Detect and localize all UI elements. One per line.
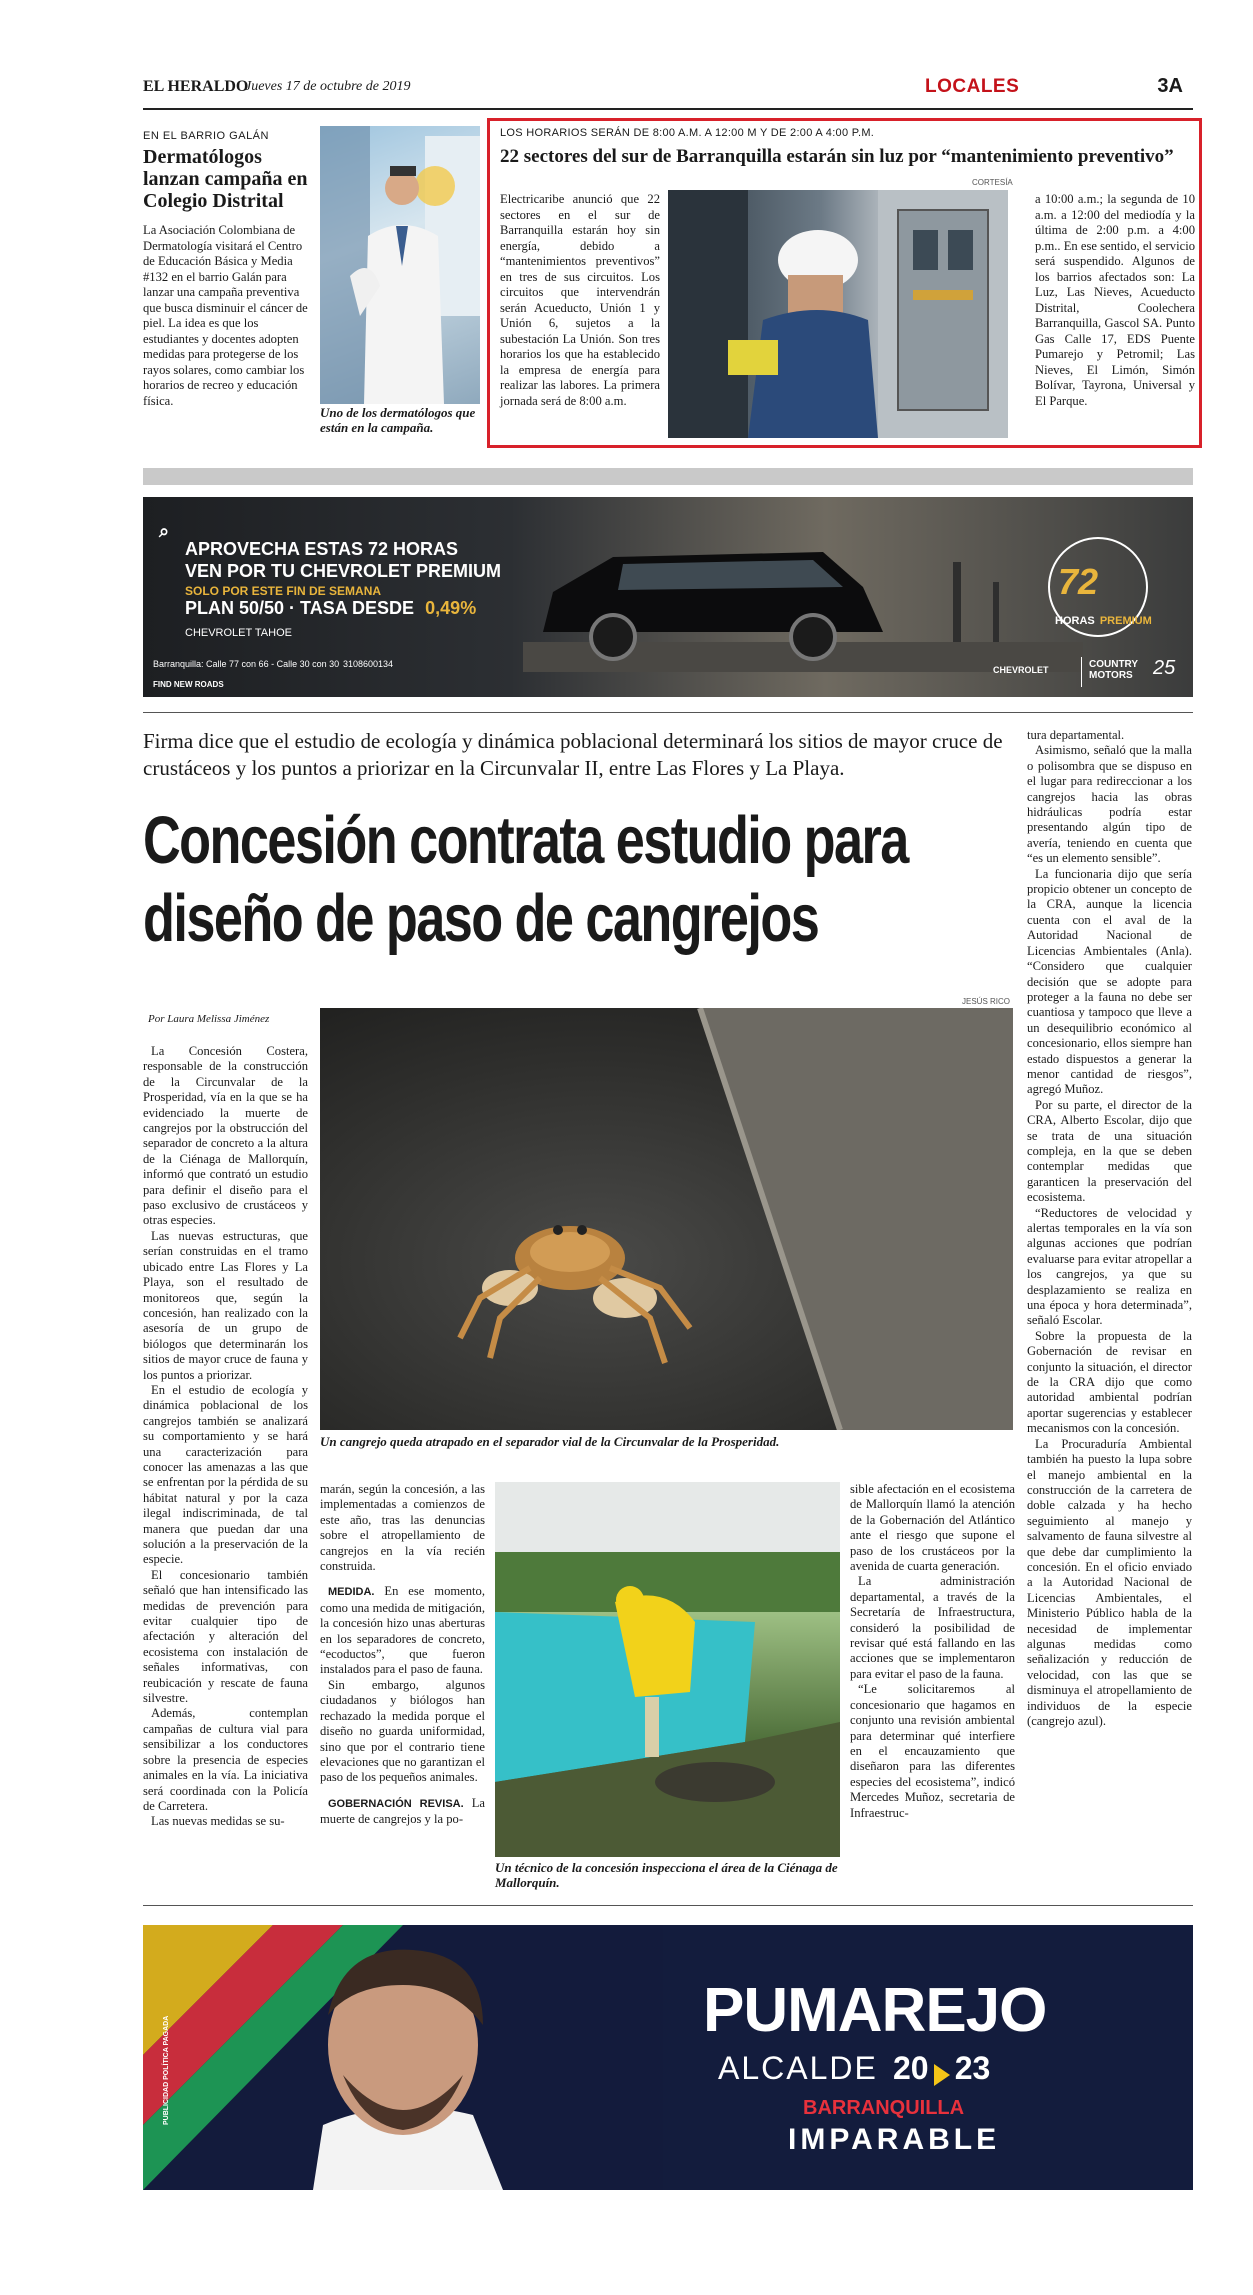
paragraph: Asimismo, señaló que la malla o polisombra que se dispuso en el lugar para redireccionar a los cangrejos hacia las obras hidráulicas podría estar presentando algún tipo de avería, teniendo en cuenta que “es un elemento sensible”. [1027,743,1192,866]
derm-body: La Asociación Colombiana de Dermatología visitará el Centro de Educación Básica y Media #132 en el barrio Galán para lanzar una campaña preventiva que busca disminuir el cáncer de piel. La idea es que los estudiantes y docentes adopten medidas para protegerse de los rayos solares, como cambiar los horarios de recreo y educación física. [143,223,308,408]
dealer-logo: COUNTRY MOTORS [1089,659,1138,681]
derm-photo [320,126,480,404]
section-rule [143,712,1193,713]
suv-illustration [523,532,1083,672]
derm-headline: Dermatólogos lanzan campaña en Colegio Distrital [143,146,308,212]
paragraph: Sin embargo, algunos ciudadanos y biólogos han rechazado la medida porque el diseño no guarda uniformidad, sino que por el contrario tiene elevaciones que no garantizan el paso de los pequeños animales. [320,1677,485,1785]
ad-line3: SOLO POR ESTE FIN DE SEMANA [185,584,382,598]
paragraph: sible afectación en el ecosistema de Mallorquín llamó la atención de la Gobernación del Atlántico ante el riesgo que supone el paso de los crustáceos por la avenida de cuarta generación. [850,1482,1015,1574]
ad-legal: PUBLICIDAD POLÍTICA PAGADA [163,2015,170,2125]
main-headline: Concesión contrata estudio para diseño de paso de cangrejos [143,803,908,956]
ad-model: CHEVROLET TAHOE [185,627,292,639]
office-label: ALCALDE [718,2050,878,2086]
candidate-illustration [143,1925,663,2190]
chevrolet-ad[interactable] [143,497,1193,697]
main-deck: Firma dice que el estudio de ecología y dinámica poblacional determinará los sitios de mayor cruce de crustáceos y los puntos a priorizar en la Circunvalar II, entre Las Flores y La Playa. [143,729,1003,780]
paragraph: El concesionario también señaló que han intensificado las medidas de prevención para evitar cualquier tipo de afectación y alteración del ecosistema con instalación de señales informativas, con reubicación y rescate de fauna silvestre. [143,1567,308,1706]
ad-phone[interactable]: 3108600134 [343,659,394,669]
slogan: IMPARABLE [788,2123,1001,2156]
badge-text2: PREMIUM [1099,615,1152,627]
divider-bar [143,468,1193,485]
paragraph: Por su parte, el director de la CRA, Alberto Escolar, dijo que se trata de una situación compleja, en la que se deben contemplar medidas que garanticen la preservación del ecosistema. [1027,1097,1192,1205]
paragraph: “Reductores de velocidad y alertas temporales en la vía son algunas acciones que podrían evaluarse para evitar atropellar a los cangrejos, ya que su desplazamiento se realiza en una época y hora determinada”, señaló Escolar. [1027,1205,1192,1328]
paragraph [320,1584,485,1677]
page-number: 3A [1157,75,1183,97]
paragraph: tura departamental. [1027,728,1125,742]
paragraph: La Concesión Costera, responsable de la construcción de la Circunvalar de la Prosperidad, vía en la que se ha evidenciado la muerte de cangrejos por la obstrucción del separador de concreto a la altura de la Ciénaga de Mallorquín, informó que contrató un estudio para definir el diseño para el paso exclusivo de crustáceos y otras especies. [143,1044,308,1228]
article-col1 [143,1044,308,1830]
electrician-illustration [668,190,1008,438]
crab-photo-caption: Un cangrejo queda atrapado en el separador vial de la Circunvalar de la Prosperidad. [320,1434,780,1449]
power-body-col2: a 10:00 a.m.; la segunda de 10 a.m. a 12:00 del mediodía y la última de 2:00 p.m. a 4:00 p.m.. En ese sentido, el servicio será suspendido. Algunos de los barrios afectados son: La Luz, Las Nieves, Acueducto Distrital, Coolechera Barranquilla, Gascol SA. Punto Gas Calle 17, EDS Puente Pumarejo y Petromil; Las Nieves, El Limón, Simón Bolívar, Tayrona, Universal y El Parque. [1035,192,1195,408]
paragraph: Además, contemplan campañas de cultura vial para sensibilizar a los conductores sobre la presencia de especies animales en la vía. La iniciativa será coordinada con la Policía de Carretera. [143,1706,308,1813]
newspaper-brand: EL HERALDO [143,78,249,95]
pumarejo-ad[interactable] [143,1925,1193,2190]
candidate-office [718,2050,990,2087]
inspection-photo-caption: Un técnico de la concesión inspecciona el área de la Ciénaga de Mallorquín. [495,1860,838,1890]
power-body-col1: Electricaribe anunció que 22 sectores en el sur de Barranquilla estarán hoy sin energía, debido a “mantenimientos preventivos” en tres de sus circuitos. Los circuitos que intervendrán serán Acueducto, Unión 1 y Unión 6, sujetos a la subestación La Unión. Son tres horarios los que ha establecido la empresa de energía para realizar las labores. La primera jornada será de 8:00 a.m. [500,192,660,408]
technician-photo [668,190,1008,438]
paragraph: “Le solicitaremos al concesionario que hagamos en conjunto una revisión ambiental para determinar qué interfiere en el encauzamiento que diseñaron para las diferentes especies del ecosistema”, indicó Mercedes Muñoz, secretaria de Infraestruc- [850,1682,1015,1820]
section-rule-bottom [143,1905,1193,1906]
year-left: 20 [892,2050,929,2086]
ad-offer [185,598,476,619]
paragraph: La Procuraduría Ambiental también ha puesto la lupa sobre el manejo ambiental en la construcción de la carretera de doble calzada y ha hecho seguimiento al manejo y salvamento de fauna silvestre al que debe dar cumplimiento la concesión. En el oficio enviado a la Autoridad Nacional de Licencias Ambientales, el Ministerio Público habla de la necesidad de implementar algunas medidas como señalización y reducción de velocidad, con las que se disminuya el atropellamiento de individuos de la especie (cangrejo azul). [1027,1436,1192,1728]
inspection-photo [495,1482,840,1857]
doctor-illustration [320,126,480,404]
paragraph-text: La muerte de cangrejos y la po- [320,1795,485,1827]
badge-number: 72 [1058,561,1099,602]
issue-date: Jueves 17 de octubre de 2019 [245,79,411,94]
chevrolet-logo: CHEVROLET [993,665,1049,675]
paragraph: En el estudio de ecología y dinámica poblacional de los cangrejos también se analizará su comportamiento y se hará una caracterización para conocer las amenazas a las que se enfrentan por la pérdida de su hábitat natural y por la caza ilegal indiscriminada, de tal manera que puedan dar una solución a la preservación de la especie. [143,1382,308,1567]
crab-illustration [320,1008,1013,1430]
byline: Por Laura Melissa Jiménez [148,1013,270,1025]
ad-tagline: FIND NEW ROADS [153,680,224,689]
paragraph [320,1796,485,1828]
crab-photo-credit: JESÚS RICO [962,997,1011,1006]
paragraph: La funcionaria dijo que sería propicio obtener un concepto de la CRA, aunque la licencia cuenta con el aval de la Autoridad Nacional de Licencias Ambientales (Anla). “Considero que cualquier decisión que se adopte para proteger a la fauna no debe ser cuantiosa y tampoco que lleve a un desequilibrio económico al concesionario, ellos siempre han estado dispuestos a generar la menor cantidad de riesgos”, agregó Muñoz. [1027,866,1192,1097]
derm-photo-caption: Uno de los dermatólogos que están en la campaña. [320,405,476,435]
crab-photo [320,1008,1013,1430]
badge-text1: HORAS [1055,615,1095,627]
article-col2 [320,1482,485,1828]
derm-kicker: EN EL BARRIO GALÁN [143,130,269,142]
ad-rate: 0,49% [425,598,477,618]
paragraph-text: En ese momento, como una medida de mitigación, la concesión hizo unas aberturas en los separadores de concreto, “ecoductos”, que fueron instalados para el paso de fauna. [320,1584,485,1677]
inspector-illustration [495,1482,840,1857]
header-rule [143,108,1193,110]
power-headline: 22 sectores del sur de Barranquilla estarán sin luz por “mantenimiento preventivo” [500,146,1174,167]
paragraph: Sobre la propuesta de la Gobernación de revisar en conjunto la situación, el director de la CRA dijo que como autoridad ambiental podrían aportar sugerencias y establecer mecanismos con la concesión. [1027,1328,1192,1436]
year-right: 23 [954,2050,991,2086]
logo-divider [1081,657,1082,687]
paragraph: La administración departamental, a través de la Secretaría de Infraestructura, consideró la posibilidad de revisar qué está fallando en las acciones que se implementaron para evitar el paso de la fauna. [850,1574,1015,1681]
ad-address: Barranquilla: Calle 77 con 66 - Calle 30 con 30 [153,659,340,669]
ad-line1: APROVECHA ESTAS 72 HORAS [185,539,459,559]
search-icon: ⌕ [159,521,170,541]
arrow-icon [934,2064,950,2086]
section-label: LOCALES [925,76,1020,97]
dealer-years: 25 [1153,657,1176,679]
paragraph: Las nuevas medidas se su- [151,1814,285,1829]
subhead-gobernacion: GOBERNACIÓN REVISA. [328,1797,464,1810]
power-photo-credit: CORTESÍA [972,178,1013,187]
badge-label [1055,609,1152,628]
ad-line4: PLAN 50/50 · TASA DESDE [185,598,415,618]
masthead [143,75,1193,108]
power-kicker: LOS HORARIOS SERÁN DE 8:00 A.M. A 12:00 M Y DE 2:00 A 4:00 P.M. [500,127,875,139]
city-label: BARRANQUILLA [803,2097,965,2119]
ad-line2: VEN POR TU CHEVROLET PREMIUM [185,561,502,581]
paragraph: Las nuevas estructuras, que serían construidas en el tramo ubicado entre Las Flores y La Playa, son el resultado de monitoreos que, según la concesión, han realizado con la asesoría de un grupo de biólogos que determinarán los sitios de mayor cruce de fauna y los puntos a priorizar. [143,1228,308,1382]
paragraph: marán, según la concesión, a las implementadas a comienzos de este año, tras las denuncias sobre el atropellamiento de cangrejos en la vía recién construida. [320,1482,485,1574]
article-col3 [850,1482,1015,1821]
subhead-medida: MEDIDA. [328,1586,375,1599]
candidate-name: PUMAREJO [703,1976,1047,2045]
article-col4 [1027,728,1192,1729]
